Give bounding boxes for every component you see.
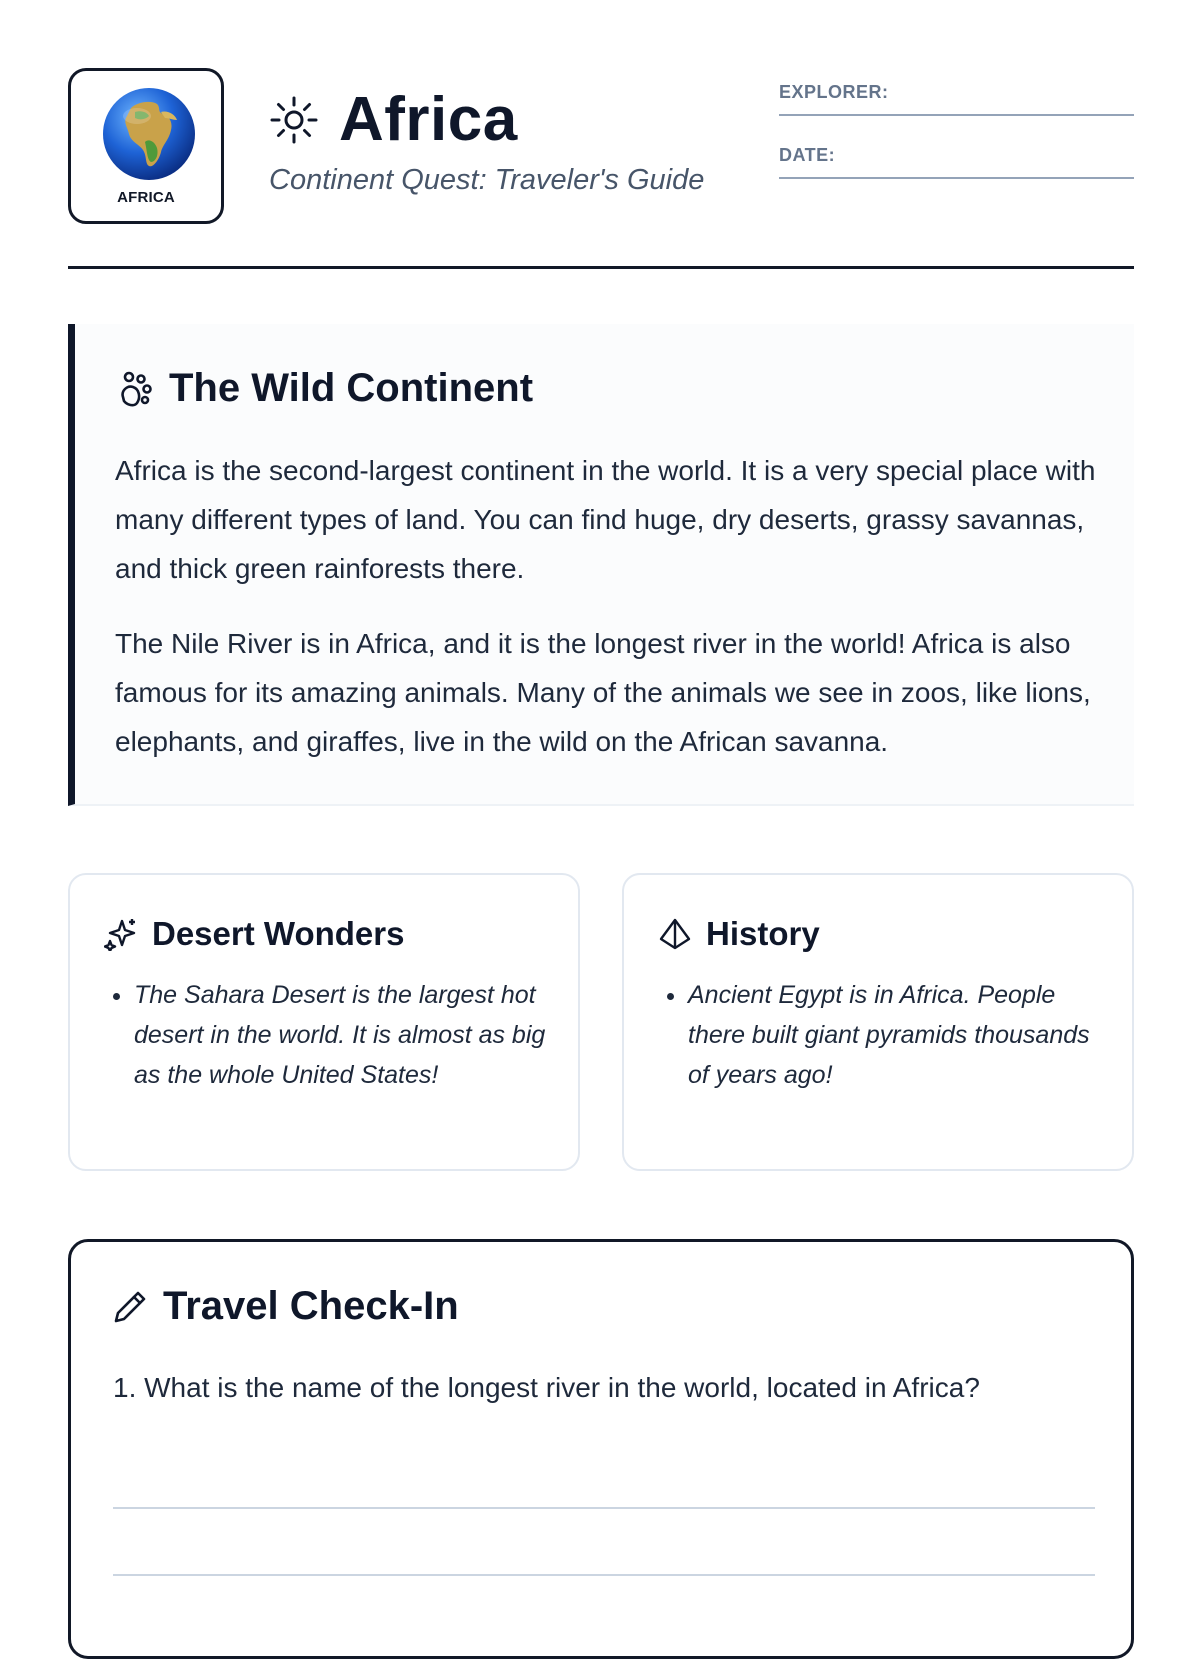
header-divider [68,266,1134,269]
date-label: DATE: [779,145,836,165]
date-field[interactable] [779,145,1134,179]
history-card [622,873,1134,1171]
list-item: • Ancient Egypt is in Africa. People there built giant pyramids thousands of years ago! [688,975,1108,1095]
intro-paragraph: The Nile River is in Africa, and it is the longest river in the world! Africa is also famous for its amazing animals. Many of the animals we see in zoos, like lions, elephants, and giraffes, live in the wild on the African savanna. [115,628,1091,757]
intro-paragraph: Africa is the second-largest continent in the world. It is a very special place with many different types of land. You can find huge, dry deserts, grassy savannas, and thick green rainforests there. [115,455,1096,584]
pyramid-icon [658,917,692,951]
page-title: Africa [339,85,518,154]
question-1: 1. What is the name of the longest river in the world, located in Africa? [113,1372,980,1403]
sparkles-icon [104,917,138,951]
continent-badge [68,68,224,224]
answer-line[interactable] [113,1507,1095,1509]
desert-card [68,873,580,1171]
intro-panel [68,324,1134,806]
worksheet-page [68,0,1134,1403]
desert-list [104,975,554,1095]
intro-heading [115,366,533,411]
badge-label: AFRICA [117,189,175,206]
history-heading [658,915,820,953]
title-row [269,84,518,156]
list-item: • The Sahara Desert is the largest hot desert in the world. It is almost as big as the whole United States! [134,975,554,1095]
globe-icon [101,86,197,182]
quiz-heading [111,1284,459,1329]
explorer-label: EXPLORER: [779,82,889,102]
desert-heading [104,915,404,953]
quiz-heading-text: Travel Check-In [163,1284,459,1328]
answer-line[interactable] [113,1574,1095,1576]
travel-check-in [68,1239,1134,1659]
pencil-icon [111,1288,149,1326]
intro-heading-text: The Wild Continent [169,366,534,410]
worksheet-header [68,0,1134,270]
page-subtitle: Continent Quest: Traveler's Guide [269,164,705,196]
history-heading-text: History [706,915,820,952]
explorer-field[interactable] [779,82,1134,116]
paw-icon [115,369,155,409]
desert-heading-text: Desert Wonders [152,915,405,952]
sun-icon [269,95,319,145]
history-list [658,975,1108,1095]
